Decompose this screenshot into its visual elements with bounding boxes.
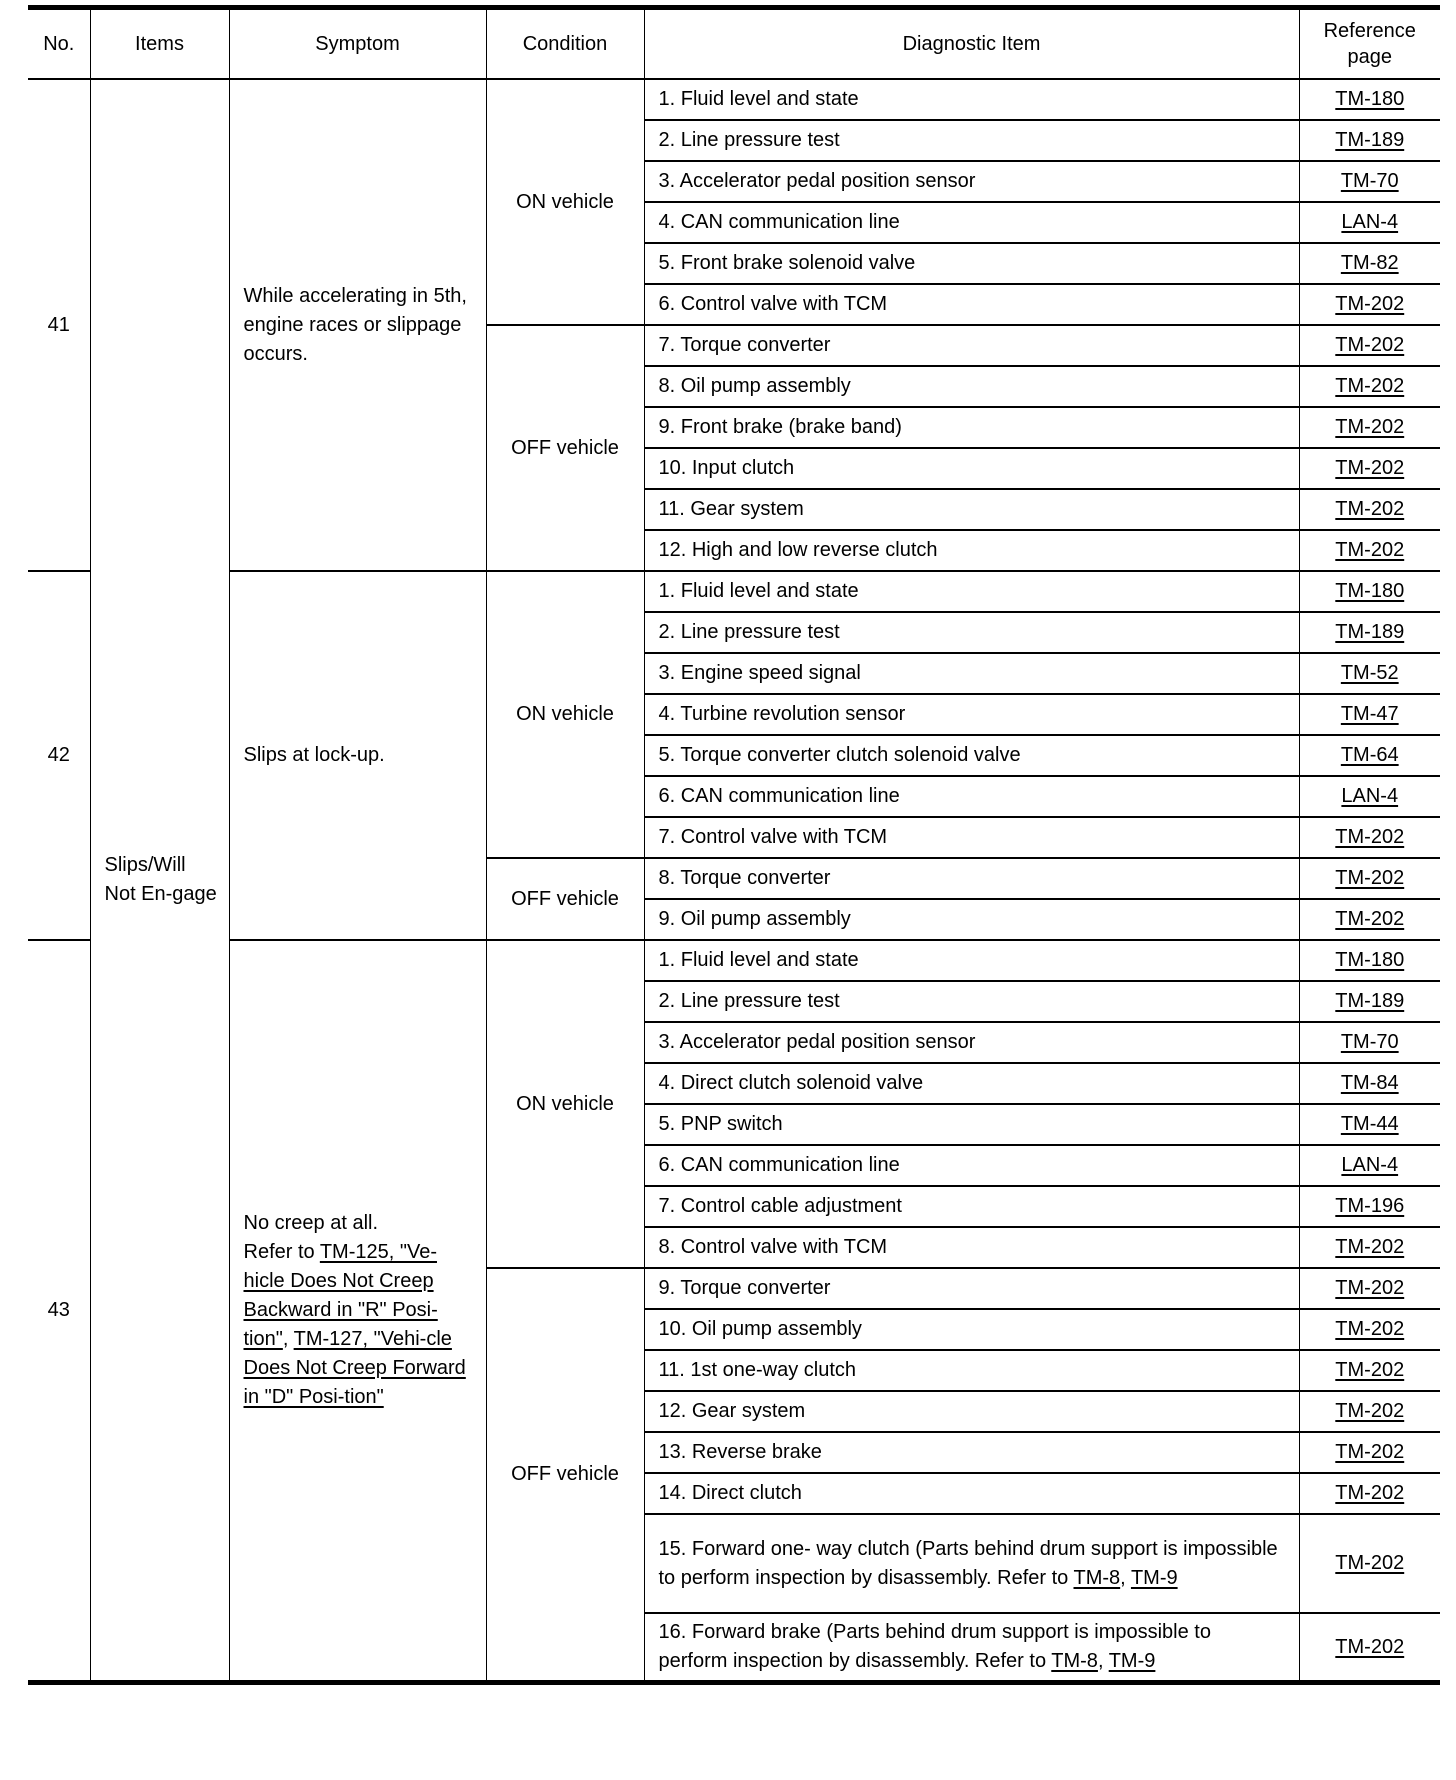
reference-page-link[interactable]: TM-202 [1335,457,1405,479]
diagnostic-text: 9. Torque converter [658,1277,831,1299]
reference-cell [1299,120,1440,161]
diagnostic-item [644,1022,1299,1063]
reference-page-link[interactable]: TM-180 [1335,580,1405,602]
diagnostic-item [644,1309,1299,1350]
reference-page-link[interactable]: TM-202 [1335,293,1405,315]
header-items: Items [90,8,229,80]
condition-cell: ON vehicle [486,940,644,1268]
header-condition: Condition [486,8,644,80]
reference-page-link[interactable]: TM-202 [1335,498,1405,520]
diagnostic-item [644,1268,1299,1309]
reference-page-link[interactable]: TM-202 [1335,1441,1405,1463]
diagnostic-item [644,776,1299,817]
diagnostic-item [644,243,1299,284]
diagnostic-item [644,448,1299,489]
diagnostic-text: 2. Line pressure test [658,129,840,151]
reference-cell [1299,79,1440,120]
table-row [28,940,1440,981]
diagnostic-item [644,735,1299,776]
symptom-text: No creep at all. [243,1212,379,1234]
reference-page-link[interactable]: TM-70 [1340,170,1399,192]
reference-cell [1299,981,1440,1022]
condition-cell: OFF vehicle [486,325,644,571]
table-body [28,79,1440,1683]
reference-page-link[interactable]: LAN-4 [1341,1154,1399,1176]
reference-cell [1299,1227,1440,1268]
reference-cell [1299,489,1440,530]
reference-cell [1299,776,1440,817]
diagnostic-item [644,817,1299,858]
diagnostic-text: 1. Fluid level and state [658,580,859,602]
reference-cell [1299,1473,1440,1514]
reference-page-link[interactable]: TM-202 [1335,539,1405,561]
reference-cell [1299,202,1440,243]
diagnostic-item [644,571,1299,612]
reference-page-link[interactable]: TM-52 [1340,662,1399,684]
symptom-link[interactable]: TM-127, "Vehi-cle Does Not Creep Forward in "D" Posi-tion" [243,1328,466,1408]
reference-page-link[interactable]: LAN-4 [1341,211,1399,233]
reference-cell [1299,161,1440,202]
diagnostic-item [644,1514,1299,1613]
reference-page-link[interactable]: TM-189 [1335,990,1405,1012]
diagnostic-item [644,940,1299,981]
diagnostic-text: 1. Fluid level and state [658,949,859,971]
reference-page-link[interactable]: TM-202 [1335,1359,1405,1381]
diagnostic-text: 8. Oil pump assembly [658,375,851,397]
diagnostic-text: 3. Engine speed signal [658,662,861,684]
diagnostic-text: 15. Forward one- way clutch (Parts behind drum support is impossible to perform inspection by disassembly. Refer to [658,1537,1278,1589]
diagnostic-text: 11. Gear system [658,498,804,520]
reference-page-link[interactable]: TM-82 [1340,252,1399,274]
reference-page-link[interactable]: TM-202 [1335,908,1405,930]
diagnostic-item [644,1473,1299,1514]
reference-cell [1299,817,1440,858]
diagnostic-item [644,612,1299,653]
diagnostic-item [644,284,1299,325]
header-no: No. [28,8,90,80]
reference-cell [1299,1063,1440,1104]
header-diagnostic-item: Diagnostic Item [644,8,1299,80]
diagnostic-item [644,1350,1299,1391]
diagnostic-item [644,79,1299,120]
diagnostic-item [644,202,1299,243]
row-number: 43 [28,940,90,1683]
diagnostic-item [644,694,1299,735]
reference-page-link[interactable]: TM-202 [1335,1318,1405,1340]
header-row [28,8,1440,80]
diagnostic-item [644,1186,1299,1227]
reference-page-link[interactable]: TM-202 [1335,416,1405,438]
diagnosis-table [28,5,1440,1685]
diagnostic-text: 16. Forward brake (Parts behind drum support is impossible to perform inspection by disassembly. Refer to [658,1621,1211,1672]
symptom-cell [229,571,486,940]
diagnostic-item [644,1432,1299,1473]
row-number: 42 [28,571,90,940]
reference-link[interactable]: TM-8 [1051,1650,1098,1672]
diagnostic-text: 13. Reverse brake [658,1441,822,1463]
reference-cell [1299,1268,1440,1309]
symptom-text: Refer to [243,1241,320,1263]
reference-page-link[interactable]: TM-202 [1335,1552,1405,1574]
reference-cell [1299,1186,1440,1227]
diagnostic-text: 10. Oil pump assembly [658,1318,862,1340]
reference-page-link[interactable]: TM-189 [1335,621,1405,643]
reference-page-link[interactable]: TM-180 [1335,949,1405,971]
diagnostic-text: 6. CAN communication line [658,1154,900,1176]
reference-cell [1299,653,1440,694]
diagnostic-text: 6. CAN communication line [658,785,900,807]
reference-cell [1299,366,1440,407]
diagnostic-text: 8. Control valve with TCM [658,1236,888,1258]
diagnostic-text: 11. 1st one-way clutch [658,1359,857,1381]
reference-page-link[interactable]: LAN-4 [1341,785,1399,807]
diagnostic-text: 8. Torque converter [658,867,831,889]
reference-page-link[interactable]: TM-44 [1340,1113,1399,1135]
header-reference-page: Reference page [1299,8,1440,80]
diagnostic-item [644,899,1299,940]
diagnostic-item [644,1391,1299,1432]
reference-cell [1299,571,1440,612]
diagnostic-text: 7. Control cable adjustment [658,1195,902,1217]
reference-link[interactable]: TM-9 [1130,1566,1178,1589]
reference-cell [1299,858,1440,899]
diagnostic-text: 7. Control valve with TCM [658,826,888,848]
reference-cell [1299,1391,1440,1432]
reference-cell [1299,325,1440,366]
diagnostic-item [644,1227,1299,1268]
reference-page-link[interactable]: TM-202 [1335,375,1405,397]
diagnostic-text: 10. Input clutch [658,457,795,479]
reference-page-link[interactable]: TM-196 [1335,1195,1405,1217]
diagnostic-text: 4. CAN communication line [658,211,900,233]
diagnostic-text: 1. Fluid level and state [658,88,859,110]
reference-cell [1299,612,1440,653]
reference-cell [1299,448,1440,489]
diagnostic-text: 14. Direct clutch [658,1482,802,1504]
reference-page-link[interactable]: TM-202 [1335,1277,1405,1299]
reference-page-link[interactable]: TM-202 [1335,1482,1405,1504]
diagnostic-item [644,1063,1299,1104]
reference-cell [1299,284,1440,325]
diagnostic-text: 3. Accelerator pedal position sensor [658,1031,976,1053]
diagnostic-text: 5. PNP switch [658,1113,783,1135]
diagnostic-item [644,120,1299,161]
symptom-text: Slips at lock-up. [243,744,385,766]
reference-page-link[interactable]: TM-64 [1340,744,1399,766]
diagnostic-item [644,1104,1299,1145]
reference-page-link[interactable]: TM-202 [1335,826,1405,848]
diagnostic-text: 4. Direct clutch solenoid valve [658,1072,924,1094]
diagnostic-text: , [1097,1650,1109,1672]
reference-cell [1299,1350,1440,1391]
diagnostic-item [644,161,1299,202]
diagnostic-item [644,530,1299,571]
reference-page-link[interactable]: TM-202 [1335,1400,1405,1422]
diagnostic-text: 9. Oil pump assembly [658,908,851,930]
reference-cell [1299,1514,1440,1613]
reference-page-link[interactable]: TM-202 [1335,334,1405,356]
diagnostic-item [644,653,1299,694]
diagnostic-item [644,981,1299,1022]
reference-cell [1299,1104,1440,1145]
condition-cell: OFF vehicle [486,858,644,940]
condition-cell: OFF vehicle [486,1268,644,1683]
reference-cell [1299,1432,1440,1473]
reference-cell [1299,899,1440,940]
diagnostic-text: 12. Gear system [658,1400,806,1422]
table-row [28,79,1440,120]
diagnostic-text: 12. High and low reverse clutch [658,539,938,561]
reference-cell [1299,243,1440,284]
reference-cell [1299,940,1440,981]
reference-cell [1299,1145,1440,1186]
diagnostic-item [644,366,1299,407]
reference-page-link[interactable]: TM-189 [1335,129,1405,151]
diagnostic-item [644,1145,1299,1186]
symptom-cell [229,940,486,1683]
symptom-text: While accelerating in 5th, engine races or slippage occurs. [243,284,467,365]
diagnostic-item [644,489,1299,530]
reference-cell [1299,1309,1440,1350]
table-row [28,571,1440,612]
diagnostic-text: 2. Line pressure test [658,621,840,643]
reference-cell [1299,694,1440,735]
reference-page-link[interactable]: TM-47 [1340,703,1399,725]
items-cell: Slips/Will Not En-gage [90,79,229,1683]
symptom-link[interactable]: TM-125, "Ve-hicle Does Not Creep Backward in "R" Posi-tion" [243,1241,438,1350]
reference-link[interactable]: TM-8 [1073,1566,1121,1589]
reference-cell [1299,530,1440,571]
diagnostic-text: 9. Front brake (brake band) [658,416,902,438]
symptom-cell [229,79,486,571]
diagnostic-text: 2. Line pressure test [658,990,840,1012]
reference-link[interactable]: TM-9 [1108,1650,1156,1672]
diagnostic-text: 5. Torque converter clutch solenoid valve [658,744,1021,766]
reference-page-link[interactable]: TM-202 [1335,1635,1405,1658]
reference-page-link[interactable]: TM-202 [1335,1236,1405,1258]
diagnostic-text: 7. Torque converter [658,334,831,356]
reference-cell [1299,407,1440,448]
diagnostic-text: 3. Accelerator pedal position sensor [658,170,976,192]
reference-cell [1299,1613,1440,1683]
diagnostic-text: 6. Control valve with TCM [658,293,888,315]
diagnostic-item [644,325,1299,366]
reference-page-link[interactable]: TM-202 [1335,867,1405,889]
diagnostic-item [644,1613,1299,1683]
condition-cell: ON vehicle [486,79,644,325]
reference-page-link[interactable]: TM-180 [1335,88,1405,110]
row-number: 41 [28,79,90,571]
reference-page-link[interactable]: TM-84 [1340,1072,1399,1094]
symptom-text: , [282,1328,294,1350]
diagnostic-item [644,407,1299,448]
condition-cell: ON vehicle [486,571,644,858]
diagnostic-text: , [1120,1566,1131,1589]
diagnostic-text: 4. Turbine revolution sensor [658,703,906,725]
reference-page-link[interactable]: TM-70 [1340,1031,1399,1053]
reference-cell [1299,1022,1440,1063]
header-symptom: Symptom [229,8,486,80]
diagnostic-text: 5. Front brake solenoid valve [658,252,916,274]
diagnostic-item [644,858,1299,899]
reference-cell [1299,735,1440,776]
